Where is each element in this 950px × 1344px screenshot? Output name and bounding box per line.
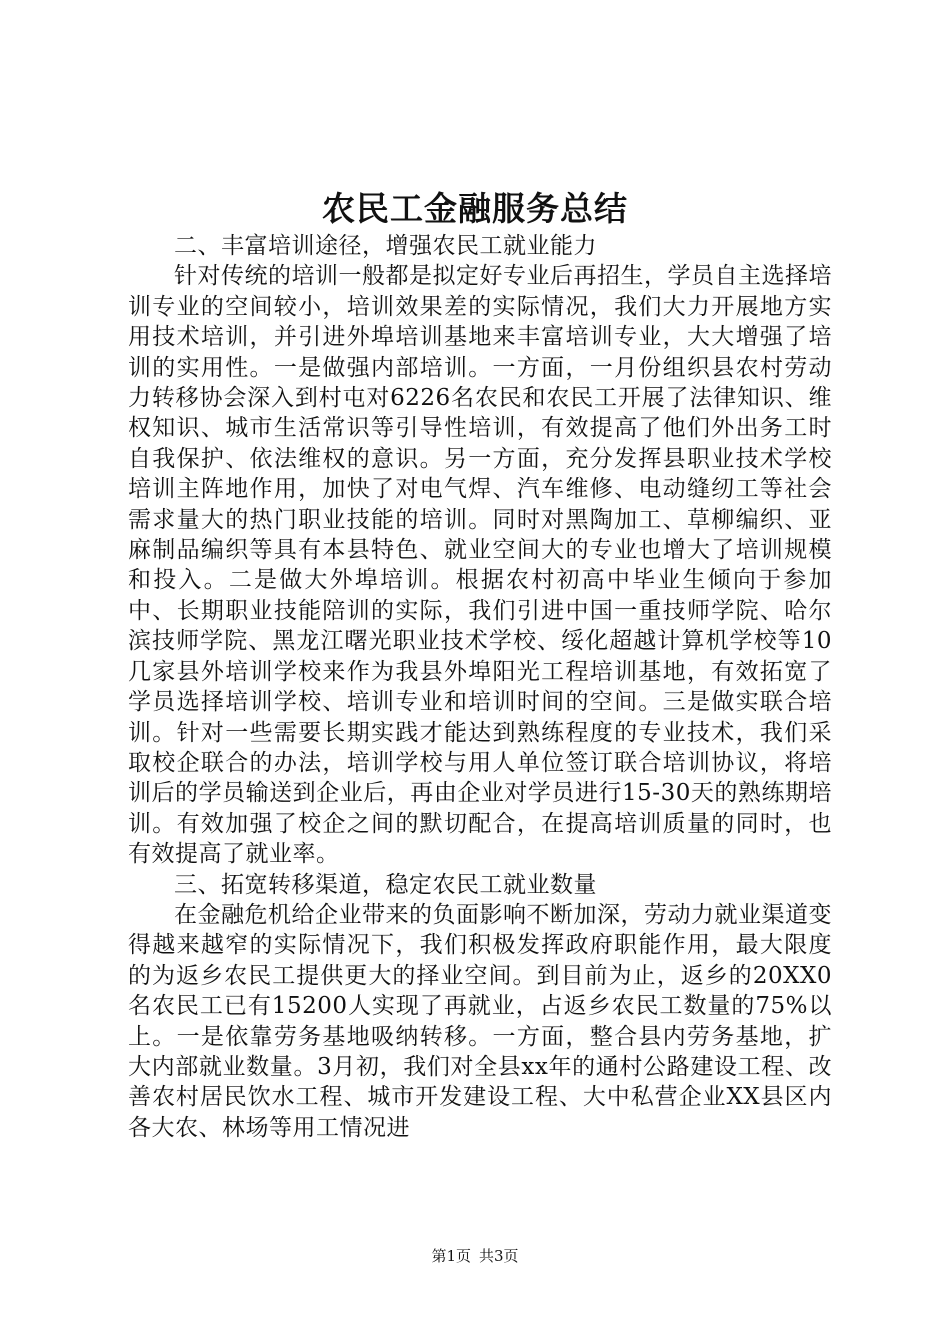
section-heading-3: 三、拓宽转移渠道，稳定农民工就业数量 [174, 871, 597, 898]
page-total: 共3页 [479, 1247, 519, 1265]
paragraph-training: 针对传统的培训一般都是拟定好专业后再招生，学员自主选择培训专业的空间较小，培训效果差的实际情况，我们大力开展地方实用技术培训，并引进外埠培训基地来丰富培训专业，大大增强了培训的实用性。一是做强内部培训。一方面，一月份组织县农村劳动力转移协会深入到村屯对6226名农民和农民工开展了法律知识、维权知识、城市生活常识等引导性培训，有效提高了他们外出务工时自我保护、依法维权的意识。另一方面，充分发挥县职业技术学校培训主阵地作用，加快了对电气焊、汽车维修、电动缝纫工等社会需求量大的热门职业技能的培训。同时对黑陶加工、草柳编织、亚麻制品编织等具有本县特色、就业空间大的专业也增大了培训规模和投入。二是做大外埠培训。根据农村初高中毕业生倾向于参加中、长期职业技能陪训的实际，我们引进中国一重技师学院、哈尔滨技师学院、黑龙江曙光职业技术学校、绥化超越计算机学校等10几家县外培训学校来作为我县外埠阳光工程培训基地，有效拓宽了学员选择培训学校、培训专业和培训时间的空间。三是做实联合培训。针对一些需要长期实践才能达到熟练程度的专业技术，我们采取校企联合的办法，培训学校与用人单位签订联合培训协议，将培训后的学员输送到企业后，再由企业对学员进行15-30天的熟练期培训。有效加强了校企之间的默切配合，在提高培训质量的同时，也有效提高了就业率。 [128, 263, 832, 868]
document-body [128, 231, 832, 1143]
section-heading-2: 二、丰富培训途径，增强农民工就业能力 [174, 233, 597, 259]
paragraph-transfer: 在金融危机给企业带来的负面影响不断加深，劳动力就业渠道变得越来越窄的实际情况下，我们积极发挥政府职能作用，最大限度的为返乡农民工提供更大的择业空间。到目前为止，返乡的20XX0名农民工已有15200人实现了再就业，占返乡农民工数量的75%以上。一是依靠劳务基地吸纳转移。一方面，整合县内劳务基地，扩大内部就业数量。3月初，我们对全县xx年的通村公路建设工程、改善农村居民饮水工程、城市开发建设工程、大中私营企业XX县区内各大农、林场等用工情况进 [128, 901, 832, 1141]
page-number: 第1页 [431, 1247, 471, 1265]
page-footer [0, 1246, 950, 1266]
document-title: 农民工金融服务总结 [322, 189, 628, 228]
